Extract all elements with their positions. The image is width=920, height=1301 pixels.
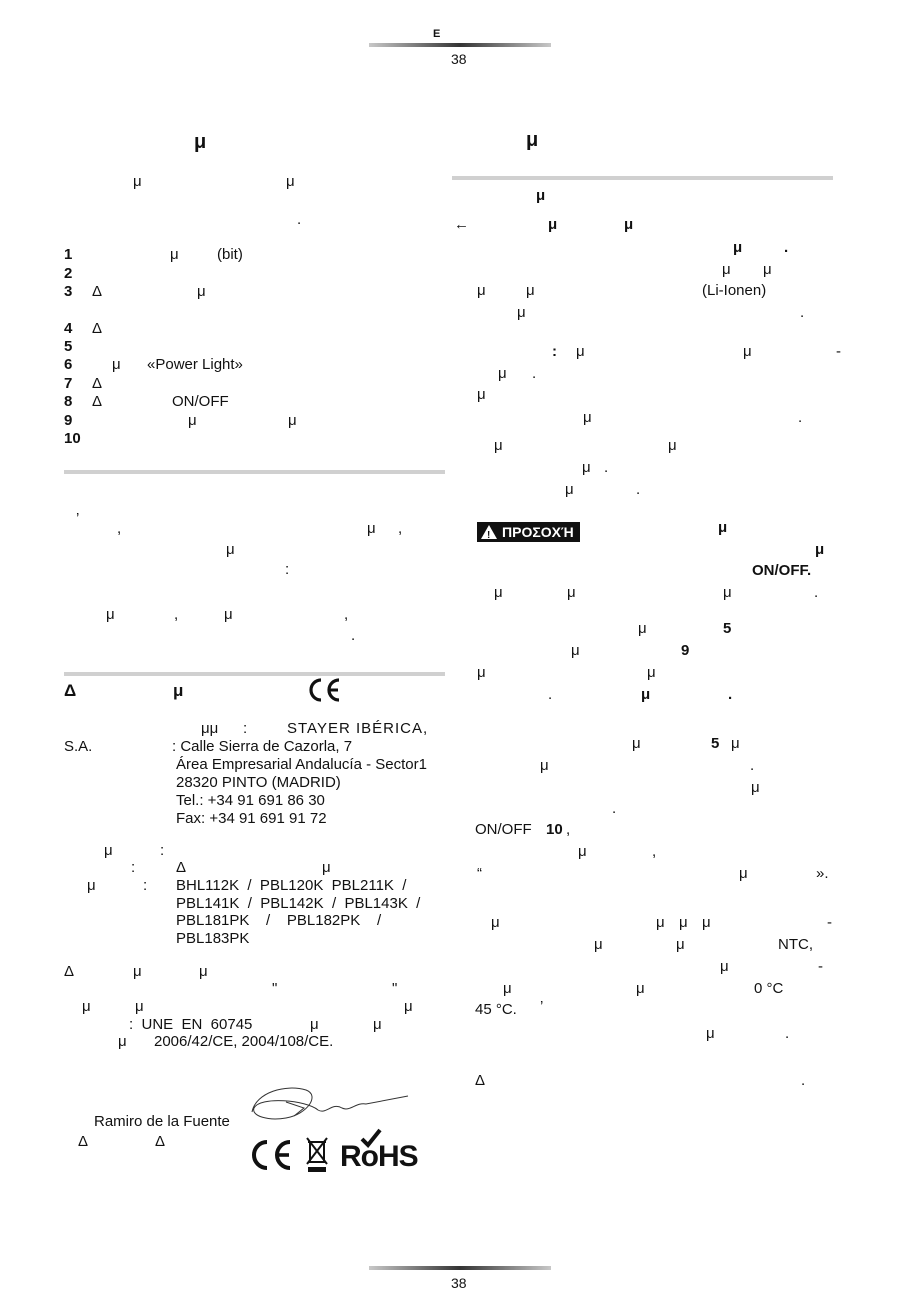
part-text: μ: [197, 283, 206, 300]
right-fragment: .: [604, 459, 609, 476]
right-fragment: .: [814, 584, 819, 601]
right-fragment: ».: [816, 865, 829, 882]
right-fragment: μ: [578, 843, 587, 860]
right-fragment: μ: [733, 239, 743, 256]
right-fragment: μ: [668, 437, 677, 454]
right-section-title: μ: [526, 129, 539, 151]
right-fragment: .: [800, 304, 805, 321]
signature: [246, 1082, 416, 1136]
right-fragment: μ: [548, 216, 558, 233]
right-fragment: μ: [722, 261, 731, 278]
part-text: «Power Light»: [147, 356, 243, 373]
right-fragment: .: [801, 1072, 806, 1089]
right-divider: [452, 176, 833, 180]
warning-triangle-icon: [481, 525, 497, 539]
right-fragment: μ: [494, 437, 503, 454]
right-fragment: μ: [498, 365, 507, 382]
right-fragment: -: [827, 914, 832, 931]
right-fragment: μ: [517, 304, 526, 321]
right-fragment: μ: [723, 584, 732, 601]
intro-fragment: μ: [133, 173, 142, 190]
right-fragment: μ: [638, 620, 647, 637]
part-number: 7: [64, 375, 73, 392]
part-text: ON/OFF: [172, 393, 229, 410]
declaration-title-delta: Δ: [64, 681, 77, 700]
part-text: (bit): [217, 246, 243, 263]
right-fragment: μ: [477, 664, 486, 681]
ce-mark-icon: [306, 677, 342, 707]
part-number: 9: [64, 412, 73, 429]
standards-fragment: μ: [310, 1016, 319, 1033]
right-fragment: μ: [494, 584, 503, 601]
right-fragment: μ: [582, 459, 591, 476]
section-fragment: μ: [106, 606, 115, 623]
section-fragment: .: [351, 627, 356, 644]
right-fragment: μ: [720, 958, 729, 975]
standards-fragment: ": [272, 980, 278, 997]
right-fragment: μ: [571, 642, 580, 659]
right-fragment: μ: [636, 980, 645, 997]
standards-fragment: μ: [135, 998, 144, 1015]
standards-fragment: μ: [373, 1016, 382, 1033]
standards-fragment: μ: [404, 998, 413, 1015]
right-fragment: -: [836, 343, 841, 360]
part-text: μ: [188, 412, 197, 429]
right-fragment: μ: [676, 936, 685, 953]
address-line: Fax: +34 91 691 91 72: [176, 810, 327, 827]
right-fragment: μ: [702, 914, 711, 931]
standards-fragment: Δ: [64, 963, 75, 980]
right-fragment: ON/OFF.: [752, 562, 812, 579]
signer-role-b: Δ: [155, 1133, 166, 1150]
right-fragment: μ: [763, 261, 772, 278]
right-fragment: μ: [477, 386, 486, 403]
right-fragment: μ: [526, 282, 535, 299]
right-fragment: .: [636, 481, 641, 498]
right-fragment: μ: [632, 735, 641, 752]
right-fragment: ’: [540, 998, 544, 1015]
part-number: 4: [64, 320, 73, 337]
decl-mu-2: μ: [322, 859, 331, 876]
decl-company: STAYER IBÉRICA,: [287, 720, 429, 737]
right-fragment: Δ: [475, 1072, 486, 1089]
model-line: PBL181PK / PBL182PK /: [176, 912, 382, 929]
section-fragment: ,: [398, 520, 403, 537]
right-fragment: .: [728, 686, 733, 703]
right-fragment: μ: [477, 282, 486, 299]
right-fragment: .: [785, 1025, 790, 1042]
decl-colon-2: :: [160, 842, 165, 859]
model-line: BHL112K / PBL120K PBL211K /: [176, 877, 407, 894]
left-divider-1: [64, 470, 445, 474]
address-line: 28320 PINTO (MADRID): [176, 774, 341, 791]
standards-fragment: ": [392, 980, 398, 997]
right-fragment: .: [798, 409, 803, 426]
right-fragment: μ: [679, 914, 688, 931]
right-fragment: μ: [503, 980, 512, 997]
right-fragment: :: [552, 343, 557, 360]
part-number: 10: [64, 430, 81, 447]
right-fragment: .: [612, 800, 617, 817]
right-fragment: (Li-Ionen): [702, 282, 767, 299]
right-fragment: μ: [718, 519, 728, 536]
right-fragment: μ: [594, 936, 603, 953]
decl-delta: Δ: [176, 859, 187, 876]
decl-mu-1: μ: [104, 842, 113, 859]
right-fragment: μ: [536, 187, 546, 204]
right-fragment: μ: [743, 343, 752, 360]
warning-label: ΠΡΟΣΟΧΉ: [502, 524, 574, 540]
right-fragment: ,: [652, 843, 657, 860]
part-number: 8: [64, 393, 73, 410]
section-fragment: μ: [224, 606, 233, 623]
right-fragment: 45 °C.: [475, 1001, 517, 1018]
right-fragment: .: [532, 365, 537, 382]
header-bar: [369, 43, 551, 47]
decl-colon-1: :: [243, 720, 248, 737]
right-fragment: 5: [711, 735, 720, 752]
ce-mark-bottom-icon: [248, 1138, 294, 1176]
section-fragment: ,: [117, 520, 122, 537]
standards-fragment: μ: [199, 963, 208, 980]
right-fragment: μ: [576, 343, 585, 360]
part-text: Δ: [92, 283, 103, 300]
part-text: μ: [170, 246, 179, 263]
part-number: 2: [64, 265, 73, 282]
address-line: : Calle Sierra de Cazorla, 7: [172, 738, 353, 755]
decl-mumu: μμ: [201, 720, 219, 737]
intro-fragment: .: [297, 211, 302, 228]
part-number: 1: [64, 246, 73, 263]
right-fragment: μ: [567, 584, 576, 601]
right-fragment: μ: [583, 409, 592, 426]
right-fragment: 0 °C: [754, 980, 784, 997]
right-fragment: .: [548, 686, 553, 703]
model-line: PBL141K / PBL142K / PBL143K /: [176, 894, 421, 912]
left-divider-2: [64, 672, 445, 676]
right-fragment: NTC,: [778, 936, 813, 953]
section-fragment: ,: [344, 606, 349, 623]
section-fragment: :: [285, 561, 290, 578]
part-number: 5: [64, 338, 73, 355]
right-fragment: μ: [624, 216, 634, 233]
right-fragment: 10: [546, 821, 563, 838]
signer-role-a: Δ: [78, 1133, 89, 1150]
part-number: 6: [64, 356, 73, 373]
part-text: Δ: [92, 393, 103, 410]
right-fragment: μ: [491, 914, 500, 931]
right-fragment: μ: [815, 541, 825, 558]
warning-badge: [477, 522, 580, 542]
footer-bar: [369, 1266, 551, 1270]
declaration-title-mu: μ: [173, 681, 184, 700]
right-fragment: ON/OFF: [475, 821, 532, 838]
weee-bin-icon: [305, 1136, 329, 1178]
right-fragment: .: [784, 239, 789, 256]
part-text: Δ: [92, 375, 103, 392]
decl-colon-3: :: [131, 859, 136, 876]
right-fragment: μ: [739, 865, 748, 882]
part-text: μ: [112, 356, 121, 373]
section-fragment: μ: [367, 520, 376, 537]
page-number-top: 38: [451, 51, 467, 67]
decl-mu-3: μ: [87, 877, 96, 894]
right-fragment: μ: [540, 757, 549, 774]
right-fragment: .: [750, 757, 755, 774]
section-fragment: μ: [226, 541, 235, 558]
right-fragment: 5: [723, 620, 732, 637]
signer-name: Ramiro de la Fuente: [94, 1113, 230, 1130]
page-number-bottom: 38: [451, 1275, 467, 1291]
right-fragment: ←: [454, 216, 469, 233]
section-fragment: ’: [76, 510, 80, 527]
section-fragment: ,: [174, 606, 179, 623]
part-text: Δ: [92, 320, 103, 337]
part-text: μ: [288, 412, 297, 429]
address-line: Área Empresarial Andalucía - Sector1: [176, 756, 427, 773]
standards-fragment: 2006/42/CE, 2004/108/CE.: [154, 1033, 334, 1050]
right-fragment: μ: [641, 686, 651, 703]
right-fragment: μ: [706, 1025, 715, 1042]
right-fragment: 9: [681, 642, 690, 659]
right-fragment: μ: [647, 664, 656, 681]
right-fragment: μ: [565, 481, 574, 498]
decl-colon-4: :: [143, 877, 148, 894]
right-fragment: ,: [566, 821, 571, 838]
header-letter: E: [433, 28, 441, 40]
address-line: Tel.: +34 91 691 86 30: [176, 792, 325, 809]
standards-fragment: : UNE EN 60745: [129, 1016, 253, 1033]
standards-fragment: μ: [118, 1033, 127, 1050]
standards-fragment: μ: [82, 998, 91, 1015]
right-fragment: “: [477, 865, 482, 882]
right-fragment: μ: [656, 914, 665, 931]
right-fragment: μ: [751, 779, 760, 796]
left-section-title: μ: [194, 131, 207, 153]
right-fragment: μ: [731, 735, 740, 752]
rohs-mark: RoHS: [340, 1140, 418, 1173]
right-fragment: -: [818, 958, 823, 975]
standards-fragment: μ: [133, 963, 142, 980]
decl-sa: S.A.: [64, 738, 93, 755]
part-number: 3: [64, 283, 73, 300]
intro-fragment: μ: [286, 173, 295, 190]
model-line: PBL183PK: [176, 929, 250, 947]
